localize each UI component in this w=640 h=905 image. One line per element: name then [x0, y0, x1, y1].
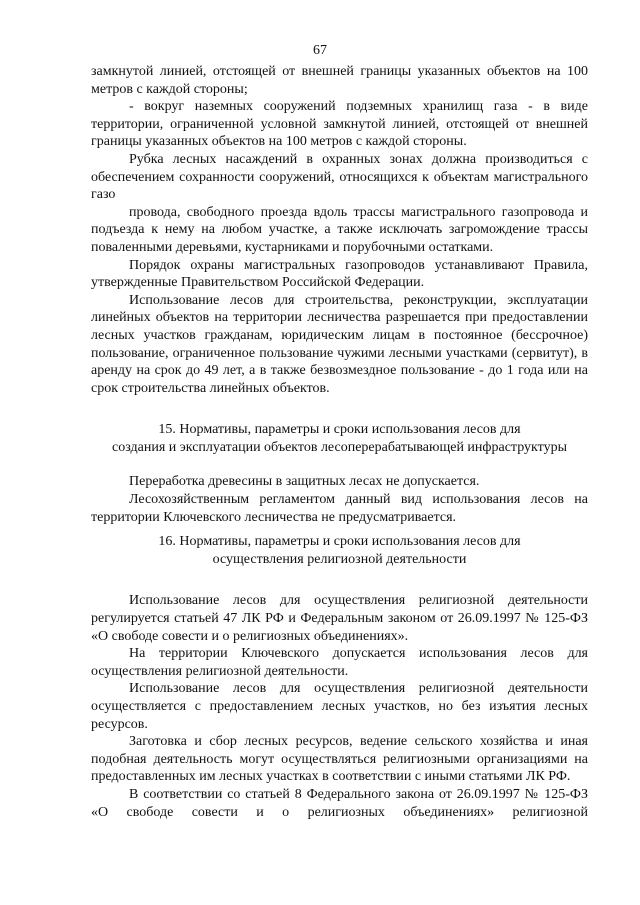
document-body: [91, 63, 588, 821]
spacer: [91, 526, 588, 533]
section-15-heading-line-1: 15. Нормативы, параметры и сроки использования лесов для: [158, 422, 521, 438]
paragraph: Рубка лесных насаждений в охранных зонах должна производиться с обеспечением сохранности сооружений, относящихся к объектам магистрального газо: [91, 151, 588, 203]
paragraph: Порядок охраны магистральных газопроводов устанавливают Правила, утвержденные Правительством Российской Федерации.: [91, 257, 588, 291]
spacer: [91, 397, 588, 421]
paragraph: провода, свободного проезда вдоль трассы магистрального газопровода и подъезда к нему на любом участке, а также исключать загромождение трассы поваленными деревьями, кустарниками и порубочными остатками.: [91, 204, 588, 255]
paragraph: замкнутой линией, отстоящей от внешней границы указанных объектов на 100 метров с каждой стороны;: [91, 64, 588, 97]
paragraph: Использование лесов для осуществления религиозной деятельности регулируется статьей 47 ЛК РФ и Федеральным законом от 26.09.1997 № 125-ФЗ «О свободе совести и о религиозных объединениях».: [91, 593, 588, 644]
paragraph: Переработка древесины в защитных лесах не допускается.: [129, 474, 480, 490]
paragraph: В соответствии со статьей 8 Федерального закона от 26.09.1997 № 125-ФЗ «О свободе совести и о религиозных объединениях» религиозной: [91, 786, 588, 820]
paragraph: На территории Ключевского допускается использования лесов для осуществления религиозной деятельности.: [91, 646, 588, 679]
section-16-heading-line-1: 16. Нормативы, параметры и сроки использования лесов для: [158, 534, 521, 550]
paragraph: Заготовка и сбор лесных ресурсов, ведение сельского хозяйства и иная подобная деятельность могут осуществляться религиозными организациями на предоставленных им лесных участках в соответствии с иными статьями ЛК РФ.: [91, 734, 588, 785]
paragraph: Использование лесов для осуществления религиозной деятельности осуществляется с предоставлением лесных участков, но без изъятия лесных ресурсов.: [91, 681, 588, 732]
paragraph: - вокруг наземных сооружений подземных хранилищ газа - в виде территории, ограниченной условной замкнутой линией, отстоящей от внешней границы указанных объектов на 100 метров с каждой стороны.: [91, 99, 588, 150]
section-15-heading-line-2: создания и эксплуатации объектов лесоперерабатывающей инфраструктуры: [112, 439, 567, 455]
paragraph: Использование лесов для строительства, реконструкции, эксплуатации линейных объектов на территории лесничества разрешается при предоставлении лесных участков гражданам, юридическим лицам в постоянное (бессрочное) пользование, ограниченное пользование чужими лесными участками (сервитут), в аренду на срок до 49 лет, а в также безвозмездное пользование - до 1 года или на срок строительства линейных объектов.: [91, 292, 588, 396]
spacer: [91, 568, 588, 592]
page-number: 67: [313, 43, 327, 58]
section-16-heading-line-2: осуществления религиозной деятельности: [212, 551, 467, 567]
spacer: [91, 456, 588, 473]
paragraph: Лесохозяйственным регламентом данный вид использования лесов на территории Ключевского лесничества не предусматривается.: [91, 492, 588, 525]
